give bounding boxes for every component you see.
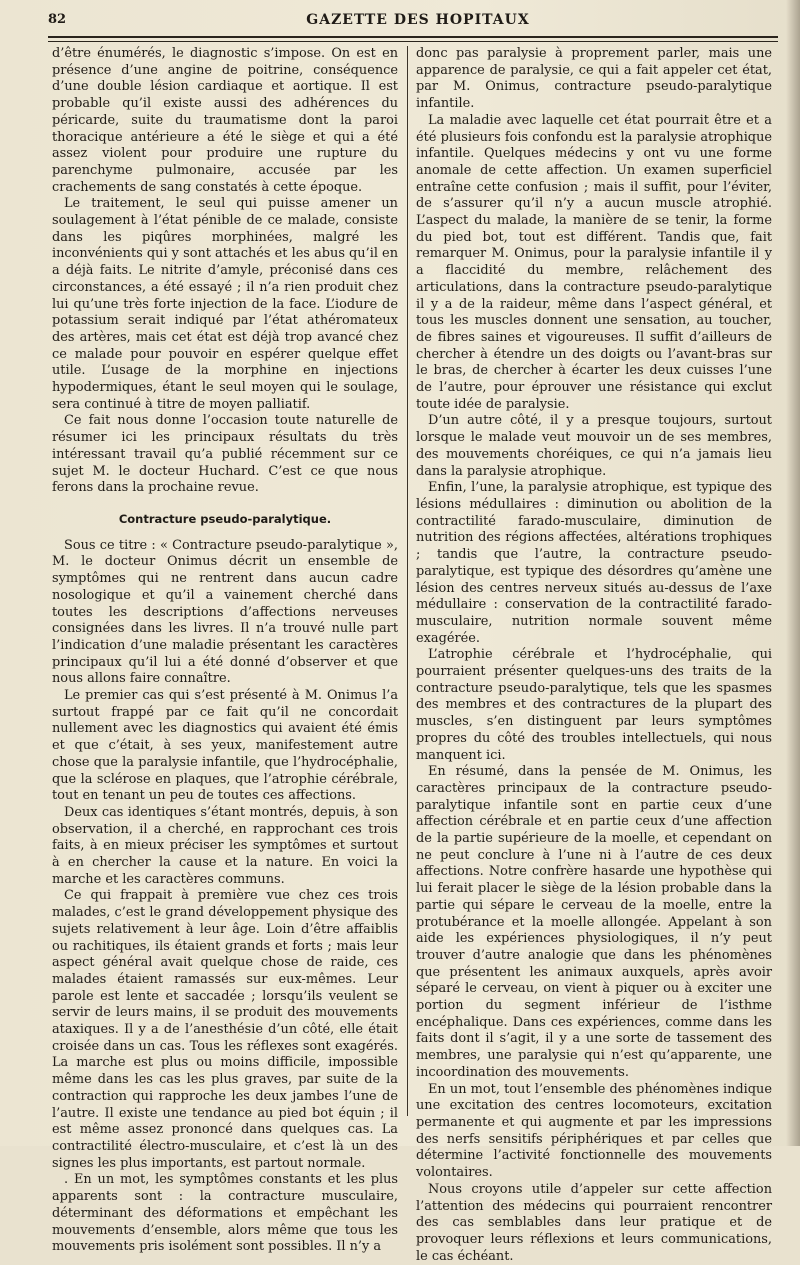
right-column <box>416 46 772 1265</box>
paragraph: donc pas paralysie à proprement parler, mais une apparence de paralysie, ce qui a fait appeler cet état, par M. Onimus, contracture pseudo-paralytique infantile. <box>416 46 772 112</box>
paragraph: Le premier cas qui s’est présenté à M. Onimus l’a surtout frappé par ce fait qu’il ne concordait nullement avec les diagnostics qui avaient été émis et que c’était, à ses yeux, manifestement autre chose que la paralysie infantile, que l’hydrocéphalie, que la sclérose en plaques, que l’atrophie cérébrale, tout en tenant un peu de toutes ces affections. <box>52 688 398 804</box>
paragraph: Ce fait nous donne l’occasion toute naturelle de résumer ici les principaux résultats du très intéressant travail qu’a publié récemment sur ce sujet M. le docteur Huchard. C’est ce que nous ferons dans la prochaine revue. <box>52 413 398 496</box>
paragraph: Deux cas identiques s’étant montrés, depuis, à son observation, il a cherché, en rapprochant ces trois faits, à en mieux préciser les symptômes et surtout à en chercher la cause et la nature. En voici la marche et les caractères communs. <box>52 804 398 887</box>
column-divider <box>407 46 408 1116</box>
section-title: Contracture pseudo-paralytique. <box>118 511 332 526</box>
paragraph: En un mot, tout l’ensemble des phénomènes indique une excitation des centres locomoteurs, excitation permanente et qui augmente et par les impressions des nerfs sensitifs périphériques et par celles que détermine l’activité fonctionnelle des mouvements volontaires. <box>416 1081 772 1181</box>
page-header <box>48 12 788 34</box>
paragraph: Sous ce titre : « Contracture pseudo-paralytique », M. le docteur Onimus décrit un ensemble de symptômes qui ne rentrent dans aucun cadre nosologique et qu’il a vainement cherché dans toutes les descriptions d’affections nerveuses consignées dans les livres. Il n’a trouvé nulle part l’indication d’une maladie présentant les caractères principaux qu’il lui a été donné d’observer et que nous allons faire connaître. <box>52 537 398 687</box>
left-column <box>52 46 398 1256</box>
paragraph: Nous croyons utile d’appeler sur cette affection l’attention des médecins qui pourraient rencontrer des cas semblables dans leur pratique et de provoquer leurs réflexions et leurs communications, le cas échéant. <box>416 1181 772 1264</box>
paragraph: d’être énumérés, le diagnostic s’impose. On est en présence d’une angine de poitrine, conséquence d’une double lésion cardiaque et aortique. Il est probable qu’il existe aussi des adhérences du péricarde, suite du traumatisme dont la paroi thoracique antérieure a été le siège et qui a été assez violent pour produire une rupture du parenchyme pulmonaire, accusée par les crachements de sang constatés à cette époque. <box>52 46 398 195</box>
header-rule-thick <box>48 36 778 38</box>
paragraph: Ce qui frappait à première vue chez ces trois malades, c’est le grand développement physique des sujets relativement à leur âge. Loin d’être affaiblis ou rachitiques, ils étaient grands et forts ; mais leur aspect général avait quelque chose de raide, ces malades étaient ramassés sur eux-mêmes. Leur parole est lente et saccadée ; lorsqu’ils veulent se servir de leurs mains, il se produit des mouvements ataxiques. Il y a de l’anesthésie d’un côté, elle était croisée dans un cas. Tous les réflexes sont exagérés. La marche est plus ou moins difficile, impossible même dans les cas les plus graves, par suite de la contraction qui rapproche les deux jambes l’une de l’autre. Il existe une tendance au pied bot équin ; il est même assez prononcé dans quelques cas. La contractilité électro-musculaire, et c’est là un des signes les plus importants, est partout normale. <box>52 888 398 1171</box>
paragraph: L’atrophie cérébrale et l’hydrocéphalie, qui pourraient présenter quelques-uns des traits de la contracture pseudo-paralytique, tels que les spasmes des membres et des contractures de la plupart des muscles, s’en distinguent par leurs symptômes propres du côté des troubles intellectuels, qui nous manquent ici. <box>416 647 772 763</box>
paragraph: Enfin, l’une, la paralysie atrophique, est typique des lésions médullaires : diminution ou abolition de la contractilité farado-musculaire, diminution de nutrition des régions affectées, altérations trophiques ; tandis que l’autre, la contracture pseudo-paralytique, est typique des désordres qu’amène une lésion des centres nerveux situés au-dessus de l’axe médullaire : conservation de la contractilité farado-musculaire, nutrition normale souvent même exagérée. <box>416 480 772 646</box>
page-number: 82 <box>48 12 67 27</box>
running-title: GAZETTE DES HOPITAUX <box>306 12 530 28</box>
page-edge-shadow <box>786 0 800 1146</box>
paragraph: La maladie avec laquelle cet état pourrait être et a été plusieurs fois confondu est la paralysie atrophique infantile. Quelques médecins y ont vu une forme anomale de cette affection. Un examen superficiel entraîne cette confusion ; mais il suffit, pour l’éviter, de s’assurer qu’il n’y a aucun muscle atrophié. L’aspect du malade, la manière de se tenir, la forme du pied bot, tout est différent. Tandis que, fait remarquer M. Onimus, pour la paralysie infantile il y a flaccidité du membre, relâchement des articulations, dans la contracture pseudo-paralytique il y a de la raideur, même dans l’aspect général, et tous les muscles donnent une sensation, au toucher, de fibres saines et vigoureuses. Il suffit d’ailleurs de chercher à étendre un des doigts ou l’avant-bras sur le bras, de chercher à écarter les deux cuisses l’une de l’autre, pour éprouver une résistance qui exclut toute idée de paralysie. <box>416 112 772 412</box>
paragraph: En résumé, dans la pensée de M. Onimus, les caractères principaux de la contracture pseudo-paralytique infantile sont en partie ceux d’une affection cérébrale et en partie ceux d’une affection de la partie supérieure de la moelle, et cependant on ne peut conclure à l’une ni à l’autre de ces deux affections. Notre confrère hasarde une hypothèse qui lui ferait placer le siège de la lésion probable dans la partie qui sépare le cerveau de la moelle, entre la protubérance et la moelle allongée. Appelant à son aide les expériences physiologiques, il n’y peut trouver d’autre analogie que dans les phénomènes que présentent les animaux auxquels, après avoir séparé le cerveau, on vient à piquer ou à exciter une portion du segment inférieur de l’isthme encéphalique. Dans ces expériences, comme dans les faits dont il s’agit, il y a une sorte de tassement des membres, une paralysie qui n’est qu’apparente, une incoordination des mouvements. <box>416 764 772 1080</box>
paragraph: . En un mot, les symptômes constants et les plus apparents sont : la contracture musculaire, déterminant des déformations et empêchant les mouvements d’ensemble, alors même que tous les mouvements pris isolément sont possibles. Il n’y a <box>52 1172 398 1255</box>
paragraph: Le traitement, le seul qui puisse amener un soulagement à l’état pénible de ce malade, consiste dans les piqûres morphinées, malgré les inconvénients qui y sont attachés et les abus qu’il en a déjà faits. Le nitrite d’amyle, préconisé dans ces circonstances, a été essayé ; il n’a rien produit chez lui qu’une très forte injection de la face. L’iodure de potassium serait indiqué par l’état athéromateux des artères, mais cet état est déjà trop avancé chez ce malade pour pouvoir en espérer quelque effet utile. L’usage de la morphine en injections hypodermiques, étant le seul moyen qui le soulage, sera continué à titre de moyen palliatif. <box>52 196 398 412</box>
paragraph: D’un autre côté, il y a presque toujours, surtout lorsque le malade veut mouvoir un de ses membres, des mouvements choréiques, ce qui n’a jamais lieu dans la paralysie atrophique. <box>416 413 772 479</box>
header-rule-thin <box>48 41 778 42</box>
